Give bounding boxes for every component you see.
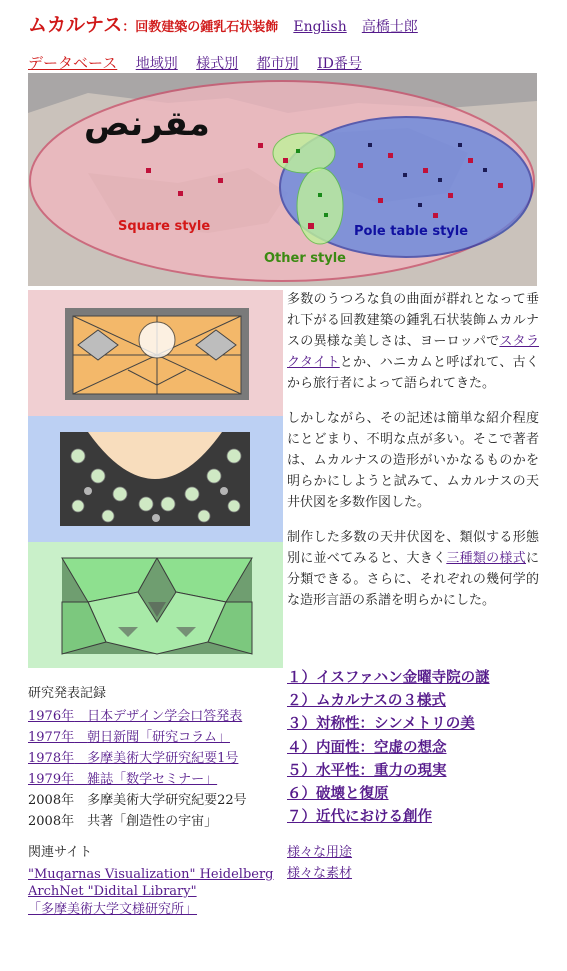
- record-link-1977[interactable]: 1977年 朝日新聞「研究コラム」: [28, 730, 230, 745]
- author-link[interactable]: 高橋士郎: [361, 19, 418, 35]
- style-distribution-map[interactable]: [28, 73, 537, 286]
- map-graphic: [28, 73, 537, 286]
- chapter-link-5[interactable]: ５）水平性：重力の現実: [287, 761, 447, 779]
- record-link-1979[interactable]: 1979年 雑誌「数学セミナー」: [28, 772, 218, 787]
- page-subtitle: ：回教建築の鍾乳石状装飾: [122, 20, 279, 35]
- related-sites: [28, 844, 274, 918]
- other-style-tile[interactable]: [28, 542, 283, 668]
- archnet-link[interactable]: ArchNet "Didital Library": [28, 884, 197, 899]
- page-header: [28, 10, 418, 37]
- record-link-1976[interactable]: 1976年 日本デザイン学会口答発表: [28, 709, 243, 724]
- record-item-2008a: 2008年 多摩美術大学研究紀要22号: [28, 793, 247, 808]
- other-style-label: Other style: [264, 251, 346, 266]
- chapter-link-7[interactable]: ７）近代における創作: [287, 808, 432, 826]
- three-styles-link[interactable]: 三種類の様式: [446, 551, 526, 566]
- chapter-link-2[interactable]: ２）ムカルナスの３様式: [287, 692, 446, 710]
- square-style-tile[interactable]: [28, 290, 283, 416]
- record-link-1978[interactable]: 1978年 多摩美術大学研究紀要1号: [28, 751, 239, 766]
- page-title: ムカルナス: [28, 14, 123, 36]
- top-nav: [28, 52, 362, 73]
- nav-by-style[interactable]: 様式別: [196, 56, 239, 72]
- intro-paragraph-2: しかしながら、その記述は簡単な紹介程度にとどまり、不明な点が多い。そこで著者は、ムカルナスの造形がいかなるものかを明らかにしようと試みて、ムカルナスの天井伏図を多数作図した。: [287, 411, 539, 510]
- nav-by-region[interactable]: 地域別: [135, 56, 178, 72]
- various-materials-link[interactable]: 様々な素材: [287, 866, 353, 881]
- chapter-link-3[interactable]: ３）対称性：シンメトリの美: [287, 715, 475, 733]
- english-link[interactable]: English: [293, 19, 347, 35]
- other-pattern-image: [28, 542, 283, 668]
- research-records: [28, 683, 247, 832]
- intro-text: [287, 289, 539, 625]
- heidelberg-link[interactable]: "Muqarnas Visualization" Heidelberg: [28, 866, 274, 882]
- intro-paragraph-1: 多数のうつろな負の曲面が群れとなって垂れ下がる回教建築の鍾乳石状装飾ムカルナスの異様な美しさは、ヨーロッパでスタラクタイトとか、ハニカムと呼ばれて、古くから旅行者によって語られてきた。: [287, 292, 539, 391]
- intro-paragraph-3: 制作した多数の天井伏図を、類似する形態別に並べてみると、大きく三種類の様式に分類できる。さらに、それぞれの幾何学的な造形言語の系譜を明らかにした。: [287, 530, 539, 608]
- chapter-list: [287, 666, 547, 828]
- chapter-link-6[interactable]: ６）破壊と復原: [287, 785, 389, 803]
- tama-pattern-institute-link[interactable]: 「多摩美術大学文様研究所」: [28, 901, 198, 917]
- various-uses-link[interactable]: 様々な用途: [287, 845, 353, 860]
- record-item-2008b: 2008年 共著「創造性の宇宙」: [28, 814, 218, 829]
- pole-table-style-tile[interactable]: [28, 416, 283, 542]
- records-heading: 研究発表記録: [28, 686, 107, 701]
- pole-table-pattern-image: [28, 416, 283, 542]
- nav-database[interactable]: データベース: [28, 54, 118, 72]
- misc-links: [287, 842, 352, 884]
- related-heading: 関連サイト: [28, 845, 93, 860]
- chapter-link-4[interactable]: ４）内面性：空虚の想念: [287, 738, 447, 756]
- pole-table-style-label: Pole table style: [354, 224, 469, 239]
- square-pattern-image: [28, 290, 283, 416]
- nav-by-city[interactable]: 都市別: [256, 56, 299, 72]
- style-tiles: [28, 290, 283, 668]
- stalactite-link[interactable]: スタラクタイト: [287, 334, 539, 370]
- chapter-link-1[interactable]: １）イスファハン金曜寺院の謎: [287, 669, 490, 686]
- arabic-muqarnas-text: مقرنص: [84, 104, 210, 144]
- square-style-label: Square style: [118, 219, 211, 234]
- nav-by-id[interactable]: ID番号: [317, 56, 362, 72]
